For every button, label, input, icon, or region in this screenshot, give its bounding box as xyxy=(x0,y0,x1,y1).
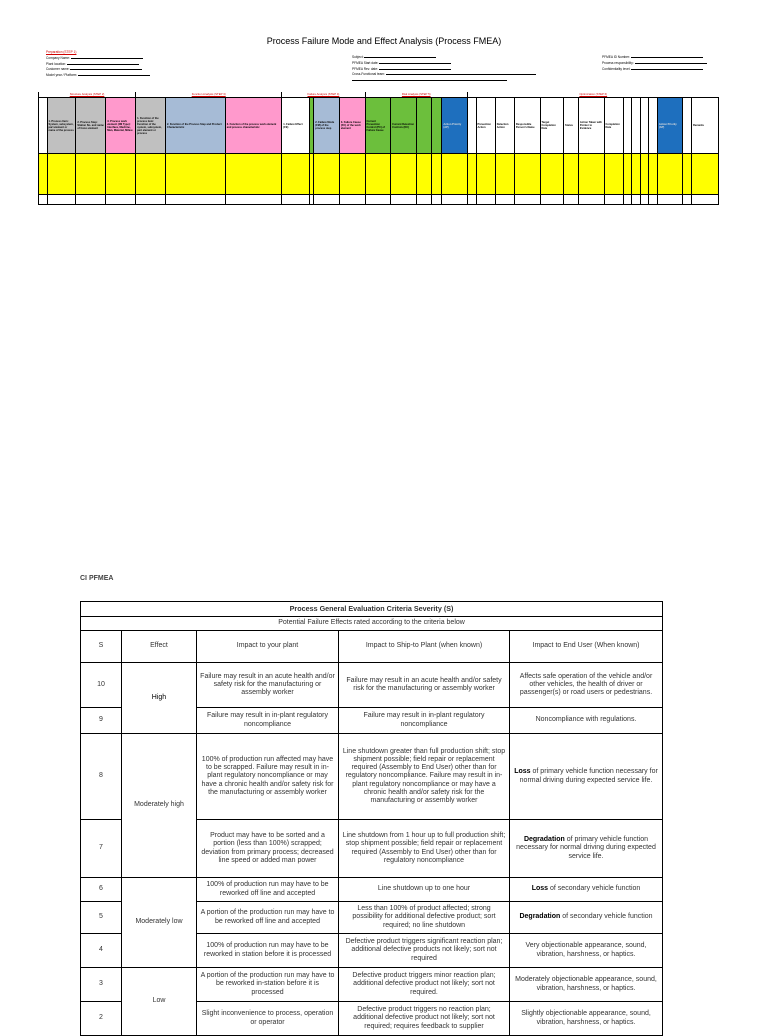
criteria-row xyxy=(81,968,663,1002)
ship-impact: Line shutdown from 1 hour up to full production shift; stop shipment possible; field repair or replacement required (Assembly to End User) other than for regulatory noncompliance xyxy=(339,820,510,878)
fmea-empty-cell[interactable] xyxy=(476,195,495,205)
fmea-column-header xyxy=(39,98,48,154)
header-field-company: Company Name: xyxy=(46,55,150,61)
fmea-empty-cell[interactable] xyxy=(604,195,623,205)
fmea-empty-cell[interactable] xyxy=(683,195,692,205)
fmea-entry-cell[interactable] xyxy=(431,154,442,195)
fmea-column-header: Status xyxy=(563,98,578,154)
header-right xyxy=(602,54,707,71)
fmea-column-header: Action Taken with Pointer to Evidence xyxy=(578,98,604,154)
fmea-entry-cell[interactable] xyxy=(657,154,683,195)
fmea-column-header: Completion Date xyxy=(604,98,623,154)
fmea-entry-cell[interactable] xyxy=(136,154,166,195)
fmea-column-header: Target Completion Date xyxy=(540,98,563,154)
ship-impact: Defective product triggers no reaction plan; additional defective product not likely; sort not required; requires feedback to supplier xyxy=(339,1002,510,1036)
severity-criteria-table xyxy=(80,601,663,1036)
severity-value: 6 xyxy=(81,878,122,902)
header-field-rev-date: PFMEA Rev. date: xyxy=(352,66,536,72)
fmea-entry-cell[interactable] xyxy=(623,154,632,195)
fmea-empty-cell[interactable] xyxy=(467,195,476,205)
fmea-header-row xyxy=(39,98,719,154)
effect-label: Moderately high xyxy=(122,734,197,878)
severity-value: 9 xyxy=(81,708,122,734)
fmea-column-header: Action Priority (AP) xyxy=(442,98,468,154)
criteria-head-end: Impact to End User (When known) xyxy=(510,631,663,663)
fmea-entry-cell[interactable] xyxy=(106,154,136,195)
fmea-empty-cell[interactable] xyxy=(225,195,282,205)
fmea-column-header xyxy=(683,98,692,154)
fmea-column-header xyxy=(467,98,476,154)
planning-label: Preparation (STEP 1) xyxy=(46,50,77,54)
group-risk: Risk Analysis (STEP 5) xyxy=(365,92,467,98)
fmea-column-header: Remarks xyxy=(692,98,719,154)
plant-impact: Failure may result in an acute health and/or safety risk for the manufacturing or assembly worker xyxy=(197,663,339,708)
fmea-entry-cell[interactable] xyxy=(495,154,514,195)
header-field-pfmea-id: PFMEA ID Number: xyxy=(602,54,707,60)
fmea-entry-cell[interactable] xyxy=(39,154,48,195)
fmea-table xyxy=(38,92,719,205)
group-structure: Structure Analysis (STEP 2) xyxy=(39,92,136,98)
ship-impact: Defective product triggers significant reaction plan; additional defective products not likely; sort not required xyxy=(339,934,510,968)
plant-impact: A portion of the production run may have to be reworked in-station before it is processed xyxy=(197,968,339,1002)
severity-value: 3 xyxy=(81,968,122,1002)
fmea-empty-cell[interactable] xyxy=(391,195,417,205)
severity-value: 10 xyxy=(81,663,122,708)
fmea-empty-cell[interactable] xyxy=(339,195,365,205)
criteria-head-effect: Effect xyxy=(122,631,197,663)
fmea-empty-cell[interactable] xyxy=(165,195,225,205)
header-field-start-date: PFMEA Start date: xyxy=(352,60,536,66)
fmea-entry-cell[interactable] xyxy=(563,154,578,195)
fmea-empty-cell[interactable] xyxy=(640,195,649,205)
effect-label: Moderately low xyxy=(122,878,197,968)
header-mid xyxy=(352,54,536,83)
fmea-empty-cell[interactable] xyxy=(563,195,578,205)
fmea-column-header: Prevention Action xyxy=(476,98,495,154)
criteria-head-plant: Impact to your plant xyxy=(197,631,339,663)
document-title: Process Failure Mode and Effect Analysis (Process FMEA) xyxy=(266,36,502,46)
fmea-entry-cell[interactable] xyxy=(442,154,468,195)
fmea-entry-cell[interactable] xyxy=(514,154,540,195)
plant-impact: 100% of production run may have to be reworked in station before it is processed xyxy=(197,934,339,968)
end-user-impact: Loss of secondary vehicle function xyxy=(510,878,663,902)
fmea-empty-cell[interactable] xyxy=(47,195,76,205)
fmea-column-header: 1. Function of the process item: Function of the system, subsystem, part element or process xyxy=(136,98,166,154)
fmea-entry-cell[interactable] xyxy=(604,154,623,195)
fmea-column-header: 1. Process Item: System, subsystem, part element or name of the process xyxy=(47,98,76,154)
header-left xyxy=(46,50,150,78)
header-field-team: Cross-Functional team: xyxy=(352,71,536,77)
end-user-impact: Noncompliance with regulations. xyxy=(510,708,663,734)
fmea-entry-cell[interactable] xyxy=(578,154,604,195)
end-user-impact: Very objectionable appearance, sound, vibration, harshness, or haptics. xyxy=(510,934,663,968)
fmea-entry-cell[interactable] xyxy=(365,154,391,195)
criteria-row xyxy=(81,663,663,708)
criteria-head-ship: Impact to Ship-to Plant (when known) xyxy=(339,631,510,663)
criteria-subtitle: Potential Failure Effects rated according to the criteria below xyxy=(81,617,663,631)
fmea-entry-cell[interactable] xyxy=(683,154,692,195)
fmea-empty-cell[interactable] xyxy=(431,195,442,205)
severity-value: 7 xyxy=(81,820,122,878)
fmea-column-header: Current Detection Controls (DC) xyxy=(391,98,417,154)
section-label: CI PFMEA xyxy=(80,575,114,582)
fmea-entry-cell[interactable] xyxy=(476,154,495,195)
header-field-plant: Plant location: xyxy=(46,61,150,67)
fmea-entry-cell[interactable] xyxy=(47,154,76,195)
criteria-head-row xyxy=(81,631,663,663)
severity-value: 8 xyxy=(81,734,122,820)
severity-value: 5 xyxy=(81,902,122,934)
fmea-entry-cell[interactable] xyxy=(416,154,431,195)
fmea-empty-row xyxy=(39,195,719,205)
fmea-entry-cell[interactable] xyxy=(467,154,476,195)
fmea-column-header: Action Priority (AP) xyxy=(657,98,683,154)
ship-impact: Line shutdown greater than full production shift; stop shipment possible; field repair or replacement required (Assembly to End User) other than for regulatory noncompliance. Failure may result in in-plant regulatory noncompliance or may have a chronic health and/or safety risk for the manufacturing or assembly worker xyxy=(339,734,510,820)
fmea-empty-cell[interactable] xyxy=(365,195,391,205)
fmea-empty-cell[interactable] xyxy=(514,195,540,205)
fmea-column-header: 3. Process work element (4M Type): Interface, Machine, Man, Material, Milieu xyxy=(106,98,136,154)
end-user-impact: Loss of primary vehicle function necessary for normal driving during expected service life. xyxy=(510,734,663,820)
fmea-empty-cell[interactable] xyxy=(282,195,310,205)
ship-impact: Failure may result in in-plant regulatory noncompliance xyxy=(339,708,510,734)
fmea-column-header: 3. Function of the process work element and process characteristic xyxy=(225,98,282,154)
end-user-impact: Degradation of secondary vehicle function xyxy=(510,902,663,934)
group-function: Function Analysis (STEP 3) xyxy=(136,92,282,98)
criteria-row xyxy=(81,734,663,820)
fmea-entry-cell[interactable] xyxy=(165,154,225,195)
fmea-entry-cell[interactable] xyxy=(76,154,106,195)
plant-impact: 100% of production run affected may have to be scrapped. Failure may result in in-plant regulatory noncompliance or may have a chronic health and/or safety risk for the manufacturing or assembly worker xyxy=(197,734,339,820)
fmea-entry-cell[interactable] xyxy=(632,154,641,195)
fmea-column-header: Detection Action xyxy=(495,98,514,154)
fmea-entry-cell[interactable] xyxy=(540,154,563,195)
fmea-column-header: 3. Failure Cause (FC) of the work element xyxy=(339,98,365,154)
ship-impact: Failure may result in an acute health and/or safety risk for the manufacturing or assembly worker xyxy=(339,663,510,708)
criteria-title: Process General Evaluation Criteria Severity (S) xyxy=(81,602,663,617)
fmea-column-header xyxy=(416,98,431,154)
fmea-empty-cell[interactable] xyxy=(540,195,563,205)
fmea-entry-cell[interactable] xyxy=(339,154,365,195)
fmea-column-header xyxy=(632,98,641,154)
fmea-empty-cell[interactable] xyxy=(578,195,604,205)
criteria-head-s: S xyxy=(81,631,122,663)
fmea-entry-cell[interactable] xyxy=(649,154,658,195)
fmea-column-header: Responsible Person's Name xyxy=(514,98,540,154)
fmea-empty-cell[interactable] xyxy=(416,195,431,205)
fmea-entry-cell[interactable] xyxy=(692,154,719,195)
fmea-empty-cell[interactable] xyxy=(76,195,106,205)
ship-impact: Line shutdown up to one hour xyxy=(339,878,510,902)
severity-value: 4 xyxy=(81,934,122,968)
header-field-model: Model year / Platform: xyxy=(46,72,150,78)
fmea-column-header: Current Prevention Control (PC) of Failure Cause xyxy=(365,98,391,154)
end-user-impact: Affects safe operation of the vehicle and/or other vehicles, the health of driver or passenger(s) or road users or pedestrians. xyxy=(510,663,663,708)
fmea-empty-cell[interactable] xyxy=(314,195,340,205)
fmea-empty-cell[interactable] xyxy=(39,195,48,205)
header-field-subject: Subject: xyxy=(352,54,536,60)
fmea-empty-cell[interactable] xyxy=(495,195,514,205)
fmea-empty-cell[interactable] xyxy=(649,195,658,205)
criteria-row xyxy=(81,878,663,902)
fmea-entry-row xyxy=(39,154,719,195)
fmea-entry-cell[interactable] xyxy=(282,154,310,195)
fmea-entry-cell[interactable] xyxy=(391,154,417,195)
fmea-column-header: 2. Failure Mode (FM) of the process step xyxy=(314,98,340,154)
fmea-column-header xyxy=(623,98,632,154)
plant-impact: Slight inconvenience to process, operation or operator xyxy=(197,1002,339,1036)
fmea-empty-cell[interactable] xyxy=(692,195,719,205)
fmea-empty-cell[interactable] xyxy=(632,195,641,205)
header-field-confidentiality: Confidentiality level: xyxy=(602,66,707,72)
plant-impact: A portion of the production run may have to be reworked off line and accepted xyxy=(197,902,339,934)
header-field-responsibility: Process responsibility: xyxy=(602,60,707,66)
ship-impact: Defective product triggers minor reaction plan; additional defective product not likely; sort not required. xyxy=(339,968,510,1002)
fmea-entry-cell[interactable] xyxy=(314,154,340,195)
severity-value: 2 xyxy=(81,1002,122,1036)
fmea-column-header xyxy=(431,98,442,154)
plant-impact: Failure may result in in-plant regulatory noncompliance xyxy=(197,708,339,734)
fmea-empty-cell[interactable] xyxy=(442,195,468,205)
fmea-column-header: 2. Function of the Process Step and Product Characteristic xyxy=(165,98,225,154)
fmea-column-header xyxy=(649,98,658,154)
fmea-empty-cell[interactable] xyxy=(657,195,683,205)
end-user-impact: Moderately objectionable appearance, sound, vibration, harshness, or haptics. xyxy=(510,968,663,1002)
header-field-customer: Customer name: xyxy=(46,66,150,72)
group-failure: Failure Analysis (STEP 4) xyxy=(282,92,365,98)
fmea-empty-cell[interactable] xyxy=(136,195,166,205)
effect-label: Low xyxy=(122,968,197,1036)
fmea-column-header: 2. Process Step: Station No. and name of focus element xyxy=(76,98,106,154)
ship-impact: Less than 100% of product affected; strong possibility for additional defective product; sort required; no line shutdown xyxy=(339,902,510,934)
fmea-entry-cell[interactable] xyxy=(640,154,649,195)
plant-impact: 100% of production run may have to be reworked off line and accepted xyxy=(197,878,339,902)
fmea-column-header xyxy=(640,98,649,154)
fmea-column-header: 1. Failure Effect (FE) xyxy=(282,98,310,154)
plant-impact: Product may have to be sorted and a portion (less than 100%) scrapped; deviation from primary process; decreased line speed or added man power xyxy=(197,820,339,878)
end-user-impact: Slightly objectionable appearance, sound, vibration, harshness, or haptics. xyxy=(510,1002,663,1036)
effect-label: High xyxy=(122,663,197,734)
end-user-impact: Degradation of primary vehicle function necessary for normal driving during expected service life. xyxy=(510,820,663,878)
group-optimization: Optimization (STEP 6) xyxy=(467,92,718,98)
header-field-team-extra xyxy=(352,77,536,83)
fmea-empty-cell[interactable] xyxy=(623,195,632,205)
fmea-empty-cell[interactable] xyxy=(106,195,136,205)
fmea-entry-cell[interactable] xyxy=(225,154,282,195)
